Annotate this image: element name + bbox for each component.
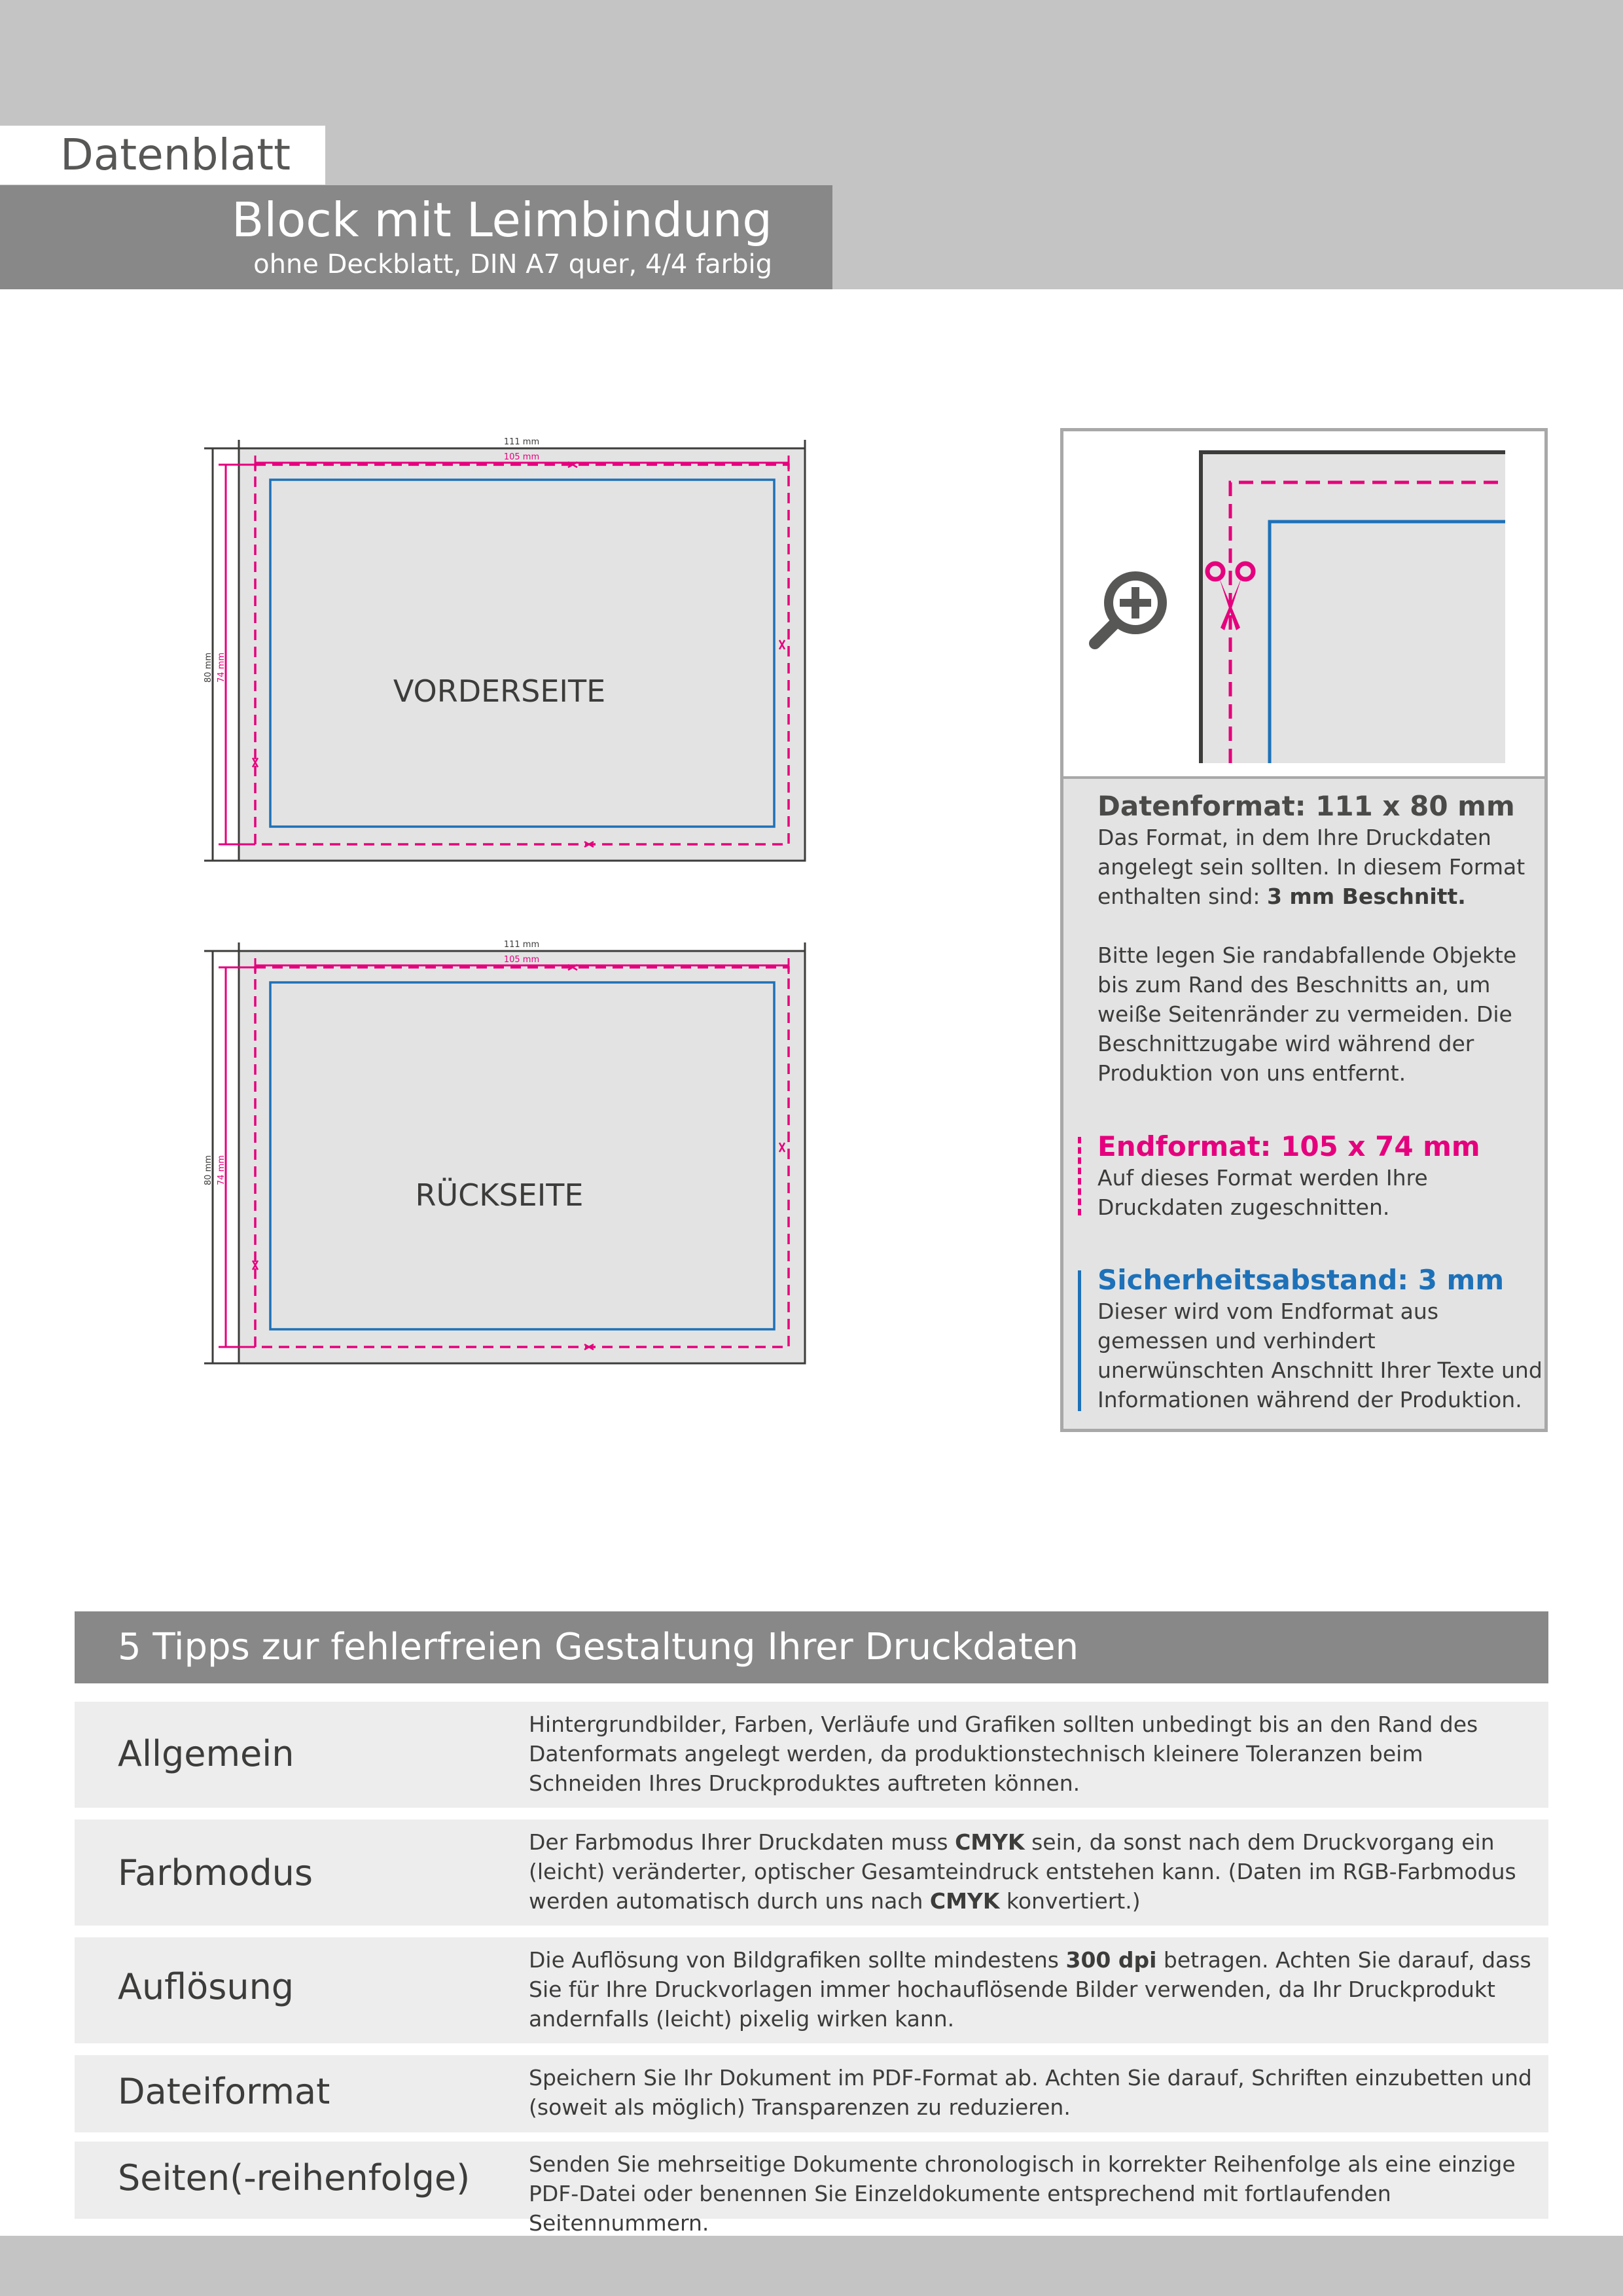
tip-row: [75, 2142, 1548, 2236]
sicherheit-heading: Sicherheitsabstand: 3 mm: [1097, 1264, 1505, 1296]
format-diagram: [196, 928, 818, 1399]
tip-row: [75, 1820, 1548, 1926]
info-box: [1060, 428, 1548, 1432]
dim-label-inner-height: 74 mm: [217, 1155, 226, 1186]
endformat-section: [1097, 1130, 1549, 1222]
dim-label-outer-height: 80 mm: [204, 652, 213, 683]
tip-text: [529, 1710, 1537, 1798]
tip-text-segment: Die Auflösung von Bildgrafiken sollte mindestens: [529, 1947, 1066, 1973]
beschnitt-hint: Bitte legen Sie randabfallende Objekte bis zum Rand des Beschnitts an, um weiße Seitenränder zu vermeiden. Die Beschnittzugabe wird während der Produktion von uns entfernt.: [1097, 942, 1517, 1086]
datenblatt-tag: Datenblatt: [0, 126, 325, 185]
tip-text-segment: konvertiert.): [999, 1888, 1141, 1914]
tip-row: [75, 1702, 1548, 1808]
tip-text: [529, 1945, 1537, 2034]
dim-label-inner-width: 105 mm: [503, 452, 540, 462]
title-bar: [0, 185, 832, 289]
tip-text-segment: Senden Sie mehrseitige Dokumente chronologisch in korrekter Reihenfolge als eine einzige PDF-Datei oder benennen Sie Einzeldokumente entsprechend mit fortlaufenden Seitennummern.: [529, 2151, 1516, 2236]
tip-text-segment: Der Farbmodus Ihrer Druckdaten muss: [529, 1829, 955, 1855]
sicherheit-marker: [1078, 1270, 1081, 1411]
diagram-label-back: RÜCKSEITE: [415, 1177, 584, 1213]
tip-text: [529, 1827, 1537, 1916]
format-diagram: [196, 425, 818, 897]
tip-text-bold: CMYK: [955, 1829, 1025, 1855]
tips-header: 5 Tipps zur fehlerfreien Gestaltung Ihrer Druckdaten: [75, 1611, 1548, 1683]
datenformat-text-a: Das Format, in dem Ihre Druckdaten angelegt sein sollten. In diesem Format enthalten sind:: [1097, 825, 1525, 909]
tip-text: [529, 2149, 1537, 2238]
datenformat-heading: Datenformat: 111 x 80 mm: [1097, 790, 1515, 822]
endformat-text: Auf dieses Format werden Ihre Druckdaten zugeschnitten.: [1097, 1165, 1428, 1220]
tip-text: [529, 2063, 1537, 2122]
datenformat-text: [1097, 823, 1549, 911]
tip-title: Auflösung: [118, 1966, 294, 2007]
tip-text-segment: betragen. Achten Sie darauf, dass Sie für Ihre Druckvorlagen immer hochauflösende Bilder verwenden, da Ihr Druckprodukt andernfalls (leicht) pixelig wirken kann.: [529, 1947, 1531, 2032]
tip-text-segment: Hintergrundbilder, Farben, Verläufe und Grafiken sollten unbedingt bis an den Rand des Datenformats angelegt werden, da produktionstechnisch kleinere Toleranzen beim Schneiden Ihres Druckproduktes auftreten können.: [529, 1712, 1478, 1796]
data-format-sheet: [239, 951, 805, 1363]
dim-label-outer-width: 111 mm: [503, 940, 540, 950]
detail-zoom-panel: [1063, 431, 1544, 779]
datenformat-section: [1097, 790, 1549, 1088]
tip-row: [75, 1937, 1548, 2043]
tip-title: Seiten(-reihenfolge): [118, 2157, 471, 2198]
tip-title: Dateiformat: [118, 2071, 330, 2112]
tip-title: Farbmodus: [118, 1852, 313, 1893]
sicherheit-section: [1097, 1264, 1549, 1414]
endformat-heading: Endformat: 105 x 74 mm: [1097, 1130, 1480, 1162]
tip-text-segment: sein, da sonst nach dem Druckvorgang ein (leicht) veränderter, optischer Gesamteindruck entstehen kann. (Daten im RGB-Farbmodus werden automatisch durch uns nach: [529, 1829, 1516, 1914]
sicherheit-text: Dieser wird vom Endformat aus gemessen und verhindert unerwünschten Anschnitt Ihrer Texte und Informationen während der Produktion.: [1097, 1299, 1543, 1412]
dim-label-inner-width: 105 mm: [503, 955, 540, 965]
diagram-label-front: VORDERSEITE: [393, 673, 606, 709]
endformat-marker: [1078, 1137, 1081, 1215]
tip-title: Allgemein: [118, 1733, 294, 1774]
tip-text-bold: 300 dpi: [1065, 1947, 1157, 1973]
data-format-sheet: [239, 448, 805, 861]
document-subtitle: ohne Deckblatt, DIN A7 quer, 4/4 farbig: [253, 249, 772, 279]
diagram-back: [196, 928, 818, 1380]
tip-text-bold: CMYK: [929, 1888, 1000, 1914]
tip-text-segment: Speichern Sie Ihr Dokument im PDF-Format ab. Achten Sie darauf, Schriften einzubetten und (soweit als möglich) Transparenzen zu reduzieren.: [529, 2065, 1532, 2120]
tip-row: [75, 2055, 1548, 2132]
diagram-front: [196, 425, 818, 877]
footer-band: [0, 2236, 1623, 2296]
document-title: Block mit Leimbindung: [231, 192, 772, 247]
dim-label-outer-height: 80 mm: [204, 1155, 213, 1186]
zoom-plus-icon: [1095, 571, 1167, 643]
datenformat-text-bold: 3 mm Beschnitt.: [1266, 884, 1466, 909]
dim-label-outer-width: 111 mm: [503, 437, 540, 447]
dim-label-inner-height: 74 mm: [217, 652, 226, 683]
